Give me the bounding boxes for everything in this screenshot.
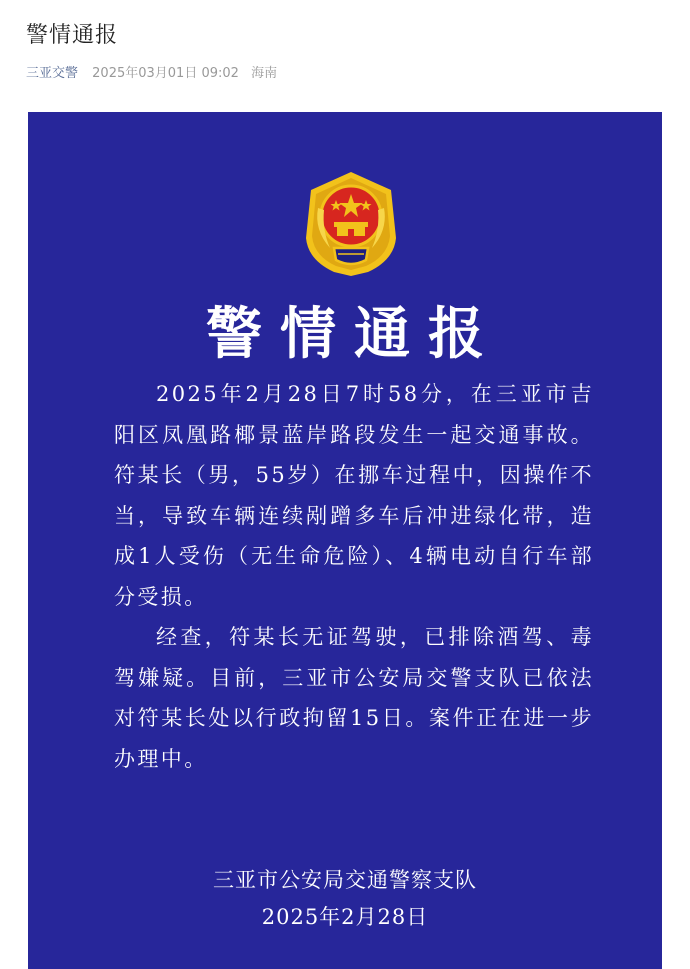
notice-paragraph: 2025年2月28日7时58分，在三亚市吉阳区凤凰路椰景蓝岸路段发生一起交通事故。符某长（男，55岁）在挪车过程中，因操作不当，导致车辆连续剐蹭多车后冲进绿化带，造成1人受伤（无生命危险）、4辆电动自行车部分受损。 (114, 382, 594, 609)
article-title: 警情通报 (26, 23, 119, 48)
notice-signature (28, 862, 662, 936)
issuer-name: 三亚市公安局交通警察支队 (213, 868, 477, 892)
article-meta (26, 62, 277, 81)
publish-location: 海南 (251, 66, 278, 81)
notice-paragraph: 经查，符某长无证驾驶，已排除酒驾、毒驾嫌疑。目前，三亚市公安局交警支队已依法对符某长处以行政拘留15日。案件正在进一步办理中。 (114, 625, 594, 771)
police-emblem-icon (296, 168, 406, 278)
issue-date: 2025年2月28日 (261, 905, 429, 929)
police-notice-poster (28, 112, 662, 969)
account-name-link[interactable]: 三亚交警 (26, 66, 79, 81)
notice-body (114, 374, 594, 779)
poster-title: 警情通报 (206, 301, 502, 367)
publish-datetime: 2025年03月01日 09:02 (92, 66, 239, 81)
